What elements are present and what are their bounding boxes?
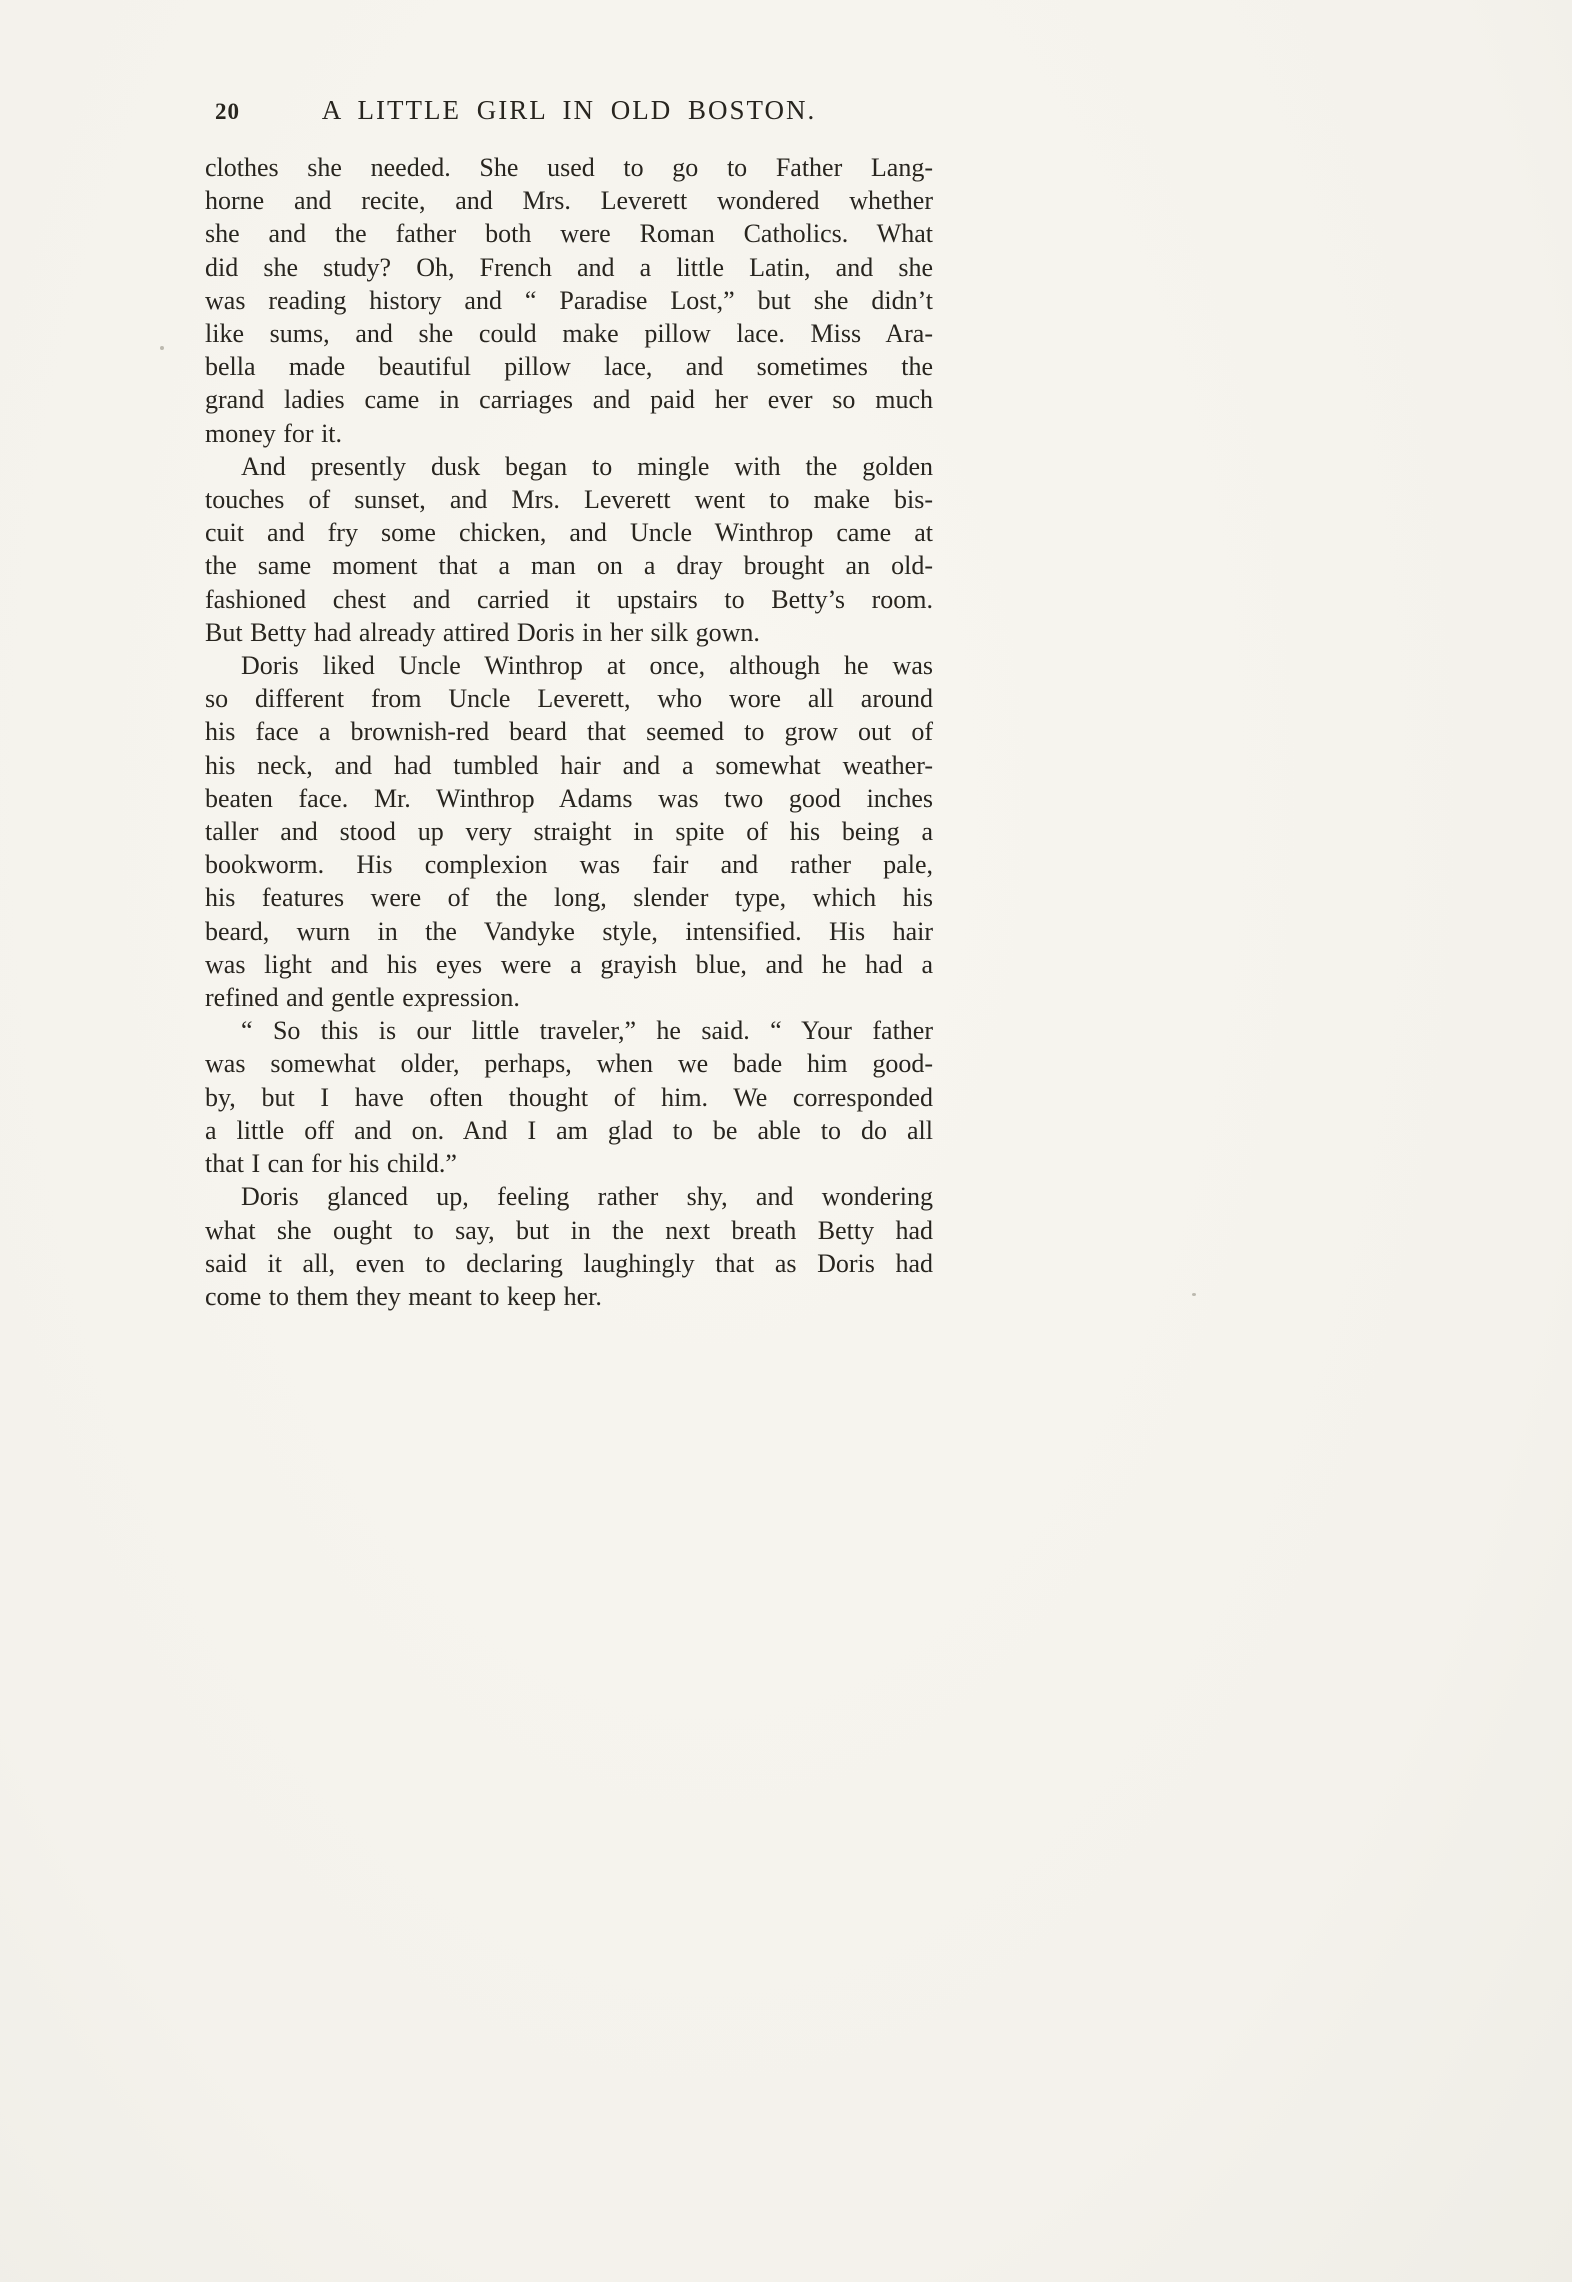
paragraph [205,649,933,1014]
text-line: refined and gentle expression. [205,983,520,1013]
text-line: fashioned chest and carried it upstairs to Betty’s room. [205,584,933,614]
scan-speckle [160,346,164,350]
text-line: that I can for his child.” [205,1149,457,1179]
scan-speckle [1192,1293,1196,1296]
text-line: And presently dusk began to mingle with the golden [241,451,933,481]
text-column [205,95,933,1313]
paragraph [205,450,933,649]
text-line: his neck, and had tumbled hair and a somewhat weather- [205,750,933,780]
paragraph [205,1180,933,1313]
text-line: touches of sunset, and Mrs. Leverett went to make bis- [205,485,933,515]
body-text [205,151,933,1313]
text-line: clothes she needed. She used to go to Father Lang- [205,153,933,182]
text-line: what she ought to say, but in the next breath Betty had [205,1215,933,1245]
text-line: the same moment that a man on a dray brought an old- [205,551,933,581]
text-line: grand ladies came in carriages and paid her ever so much [205,385,933,415]
text-line: Doris liked Uncle Winthrop at once, although he was [241,651,933,681]
text-line: was reading history and “ Paradise Lost,” but she didn’t [205,285,933,315]
running-head [205,95,933,129]
page-number: 20 [215,99,240,124]
text-line: come to them they meant to keep her. [205,1281,602,1311]
text-line: taller and stood up very straight in spite of his being a [205,817,933,847]
text-line: his features were of the long, slender type, which his [205,883,933,913]
text-line: was light and his eyes were a grayish blue, and he had a [205,949,933,979]
text-line: she and the father both were Roman Catholics. What [205,219,933,249]
text-line: beard, wurn in the Vandyke style, intensified. His hair [205,916,933,946]
text-line: But Betty had already attired Doris in her silk gown. [205,617,760,647]
text-line: did she study? Oh, French and a little Latin, and she [205,252,933,282]
text-line: bookworm. His complexion was fair and rather pale, [205,850,933,880]
text-line: was somewhat older, perhaps, when we bade him good- [205,1049,933,1079]
paragraph [205,1014,933,1180]
text-line: horne and recite, and Mrs. Leverett wondered whether [205,186,933,216]
text-line: Doris glanced up, feeling rather shy, and wondering [241,1182,933,1212]
text-line: cuit and fry some chicken, and Uncle Winthrop came at [205,518,933,548]
paragraph [205,151,933,450]
text-line: by, but I have often thought of him. We corresponded [205,1082,933,1112]
text-line: “ So this is our little traveler,” he said. “ Your father [241,1016,933,1046]
text-line: a little off and on. And I am glad to be able to do all [205,1115,933,1145]
text-line: money for it. [205,418,343,448]
text-line: his face a brownish-red beard that seemed to grow out of [205,717,933,747]
text-line: bella made beautiful pillow lace, and sometimes the [205,352,933,382]
text-line: like sums, and she could make pillow lace. Miss Ara- [205,319,933,349]
text-line: so different from Uncle Leverett, who wore all around [205,684,933,714]
text-line: beaten face. Mr. Winthrop Adams was two good inches [205,783,933,813]
header-title: A LITTLE GIRL IN OLD BOSTON. [321,95,817,125]
text-line: said it all, even to declaring laughingly that as Doris had [205,1248,933,1278]
